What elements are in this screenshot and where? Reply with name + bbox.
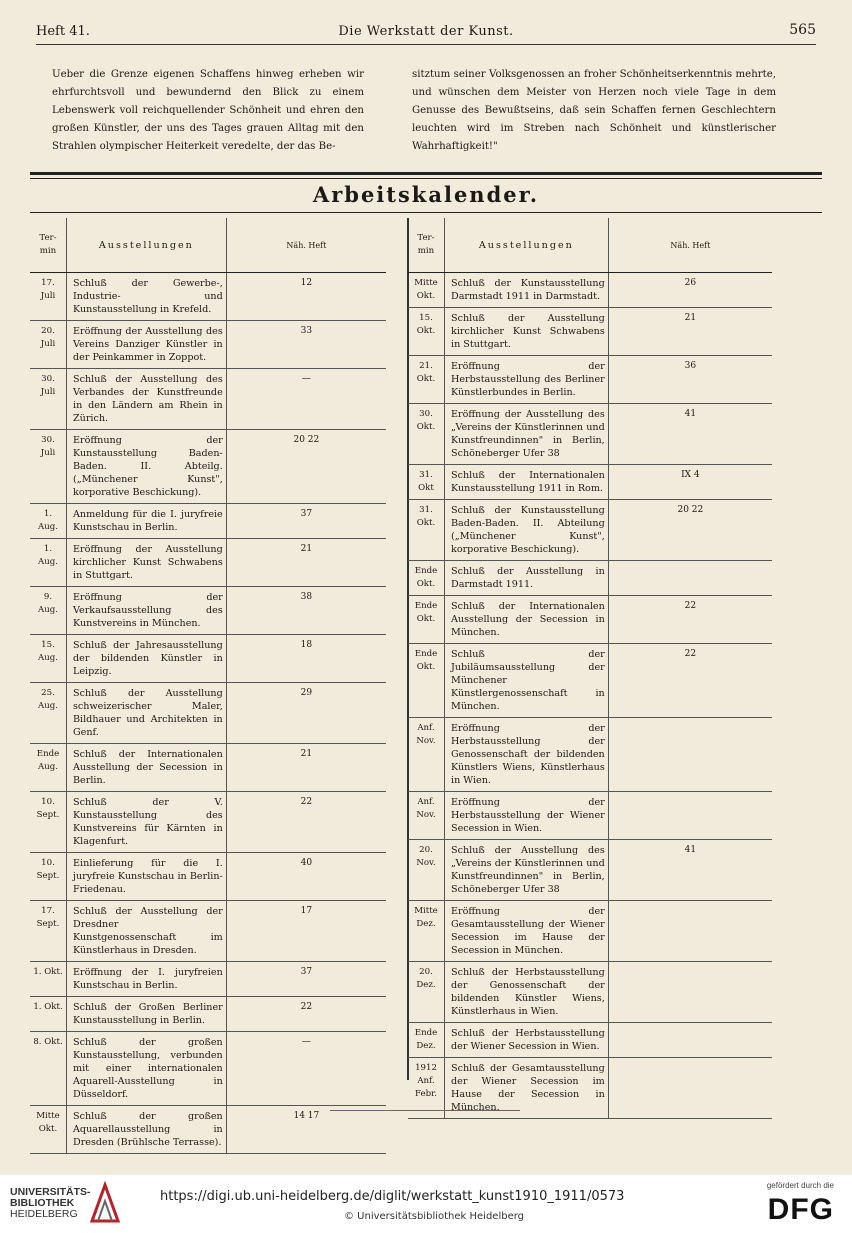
- row-issue-ref: 26: [608, 273, 772, 308]
- row-exhibition-text: Schluß der Jahresausstellung der bildenden Künstler in Leipzig.: [67, 635, 227, 683]
- row-date: 1912 Anf. Febr.: [408, 1058, 445, 1119]
- calendar-row: [408, 273, 772, 308]
- col-header-date: Ter-min: [408, 218, 445, 273]
- row-issue-ref: IX 4: [608, 465, 772, 500]
- row-issue-ref: [608, 792, 772, 840]
- intro-left-column: Ueber die Grenze eigenen Schaffens hinweg erheben wir ehrfurchtsvoll und bewundernd den Blick zu einem Lebenswerk voll reichquellender Schönheit und ehren den großen Künstler, der uns des Tages grauen Alltag mit den Strahlen olympischer Heiterkeit veredelte, der das Be-: [52, 69, 364, 152]
- calendar-row: [408, 644, 772, 718]
- row-issue-ref: 21: [226, 539, 386, 587]
- calendar-row: [30, 744, 386, 792]
- library-name: [10, 1187, 91, 1220]
- row-issue-ref: 22: [226, 997, 386, 1032]
- row-exhibition-text: Eröffnung der Herbstausstellung der Wiener Secession in Wien.: [445, 792, 609, 840]
- row-date: 8. Okt.: [30, 1032, 67, 1106]
- row-exhibition-text: Eröffnung der Gesamtausstellung der Wiener Secession im Hause der Secession in München.: [445, 901, 609, 962]
- row-exhibition-text: Schluß der V. Kunstausstellung des Kunstvereins für Kärnten in Klagenfurt.: [67, 792, 227, 853]
- row-date: Mitte Dez.: [408, 901, 445, 962]
- row-issue-ref: 12: [226, 273, 386, 321]
- row-issue-ref: 22: [608, 596, 772, 644]
- row-issue-ref: 18: [226, 635, 386, 683]
- row-exhibition-text: Einlieferung für die I. juryfreie Kunstschau in Berlin-Friedenau.: [67, 853, 227, 901]
- title-rule: [30, 212, 822, 213]
- row-issue-ref: 14 17: [226, 1106, 386, 1154]
- row-date: 10. Sept.: [30, 853, 67, 901]
- row-exhibition-text: Eröffnung der Verkaufsausstellung des Kunstvereins in München.: [67, 587, 227, 635]
- calendar-row: [30, 369, 386, 430]
- row-issue-ref: 37: [226, 504, 386, 539]
- row-date: Mitte Okt.: [30, 1106, 67, 1154]
- row-date: 30. Juli: [30, 369, 67, 430]
- row-date: Ende Dez.: [408, 1023, 445, 1058]
- row-exhibition-text: Schluß der Internationalen Ausstellung der Secession in Berlin.: [67, 744, 227, 792]
- library-name-line1: UNIVERSITÄTS-: [10, 1186, 91, 1198]
- row-date: 15. Aug.: [30, 635, 67, 683]
- row-issue-ref: 40: [226, 853, 386, 901]
- calendar-row: [30, 430, 386, 504]
- calendar-row: [408, 404, 772, 465]
- row-exhibition-text: Eröffnung der Herbstausstellung des Berliner Künstlerbundes in Berlin.: [445, 356, 609, 404]
- calendar-row: [408, 500, 772, 561]
- row-issue-ref: 22: [226, 792, 386, 853]
- library-name-line2: BIBLIOTHEK: [10, 1197, 75, 1209]
- issue-label: Heft 41.: [36, 24, 90, 39]
- row-date: 1. Aug.: [30, 504, 67, 539]
- calendar-row: [30, 504, 386, 539]
- calendar-row: [30, 1032, 386, 1106]
- calendar-row: [30, 1106, 386, 1154]
- row-exhibition-text: Schluß der Ausstellung in Darmstadt 1911.: [445, 561, 609, 596]
- row-issue-ref: [608, 901, 772, 962]
- row-exhibition-text: Schluß der Gesamtausstellung der Wiener Secession im Hause der Secession in München.: [445, 1058, 609, 1119]
- row-exhibition-text: Eröffnung der Ausstellung des Vereins Danziger Künstler in der Peinkammer in Zoppot.: [67, 321, 227, 369]
- calendar-row: [408, 308, 772, 356]
- row-date: 15. Okt.: [408, 308, 445, 356]
- calendar-row: [408, 596, 772, 644]
- row-issue-ref: [608, 561, 772, 596]
- intro-right-column: sitztum seiner Volksgenossen an froher Schönheitserkenntnis mehrte, und wünschen dem Meister von Herzen noch viele Tage in dem Genusse des Bewußtseins, daß sein Schaffen fernen Geschlechtern leuchten wird im Streben nach Schönheit und künstlerischer Wahrhaftigkeit!": [412, 69, 776, 152]
- row-issue-ref: 37: [226, 962, 386, 997]
- row-issue-ref: 36: [608, 356, 772, 404]
- row-date: Mitte Okt.: [408, 273, 445, 308]
- calendar-row: [30, 853, 386, 901]
- row-issue-ref: 41: [608, 840, 772, 901]
- dfg-logo: DFG: [767, 1193, 834, 1226]
- calendar-row: [30, 587, 386, 635]
- calendar-row: [30, 901, 386, 962]
- row-issue-ref: 38: [226, 587, 386, 635]
- row-date: 31. Okt.: [408, 500, 445, 561]
- row-issue-ref: 21: [608, 308, 772, 356]
- running-header: [36, 20, 816, 44]
- row-exhibition-text: Eröffnung der Kunstausstellung Baden-Baden. II. Abteilg. („Münchener Kunst", korporative Beschickung).: [67, 430, 227, 504]
- row-issue-ref: 22: [608, 644, 772, 718]
- section-divider-thick: [30, 172, 822, 175]
- row-exhibition-text: Schluß der Großen Berliner Kunstausstellung in Berlin.: [67, 997, 227, 1032]
- row-date: 30. Juli: [30, 430, 67, 504]
- row-exhibition-text: Schluß der Ausstellung des „Vereins der Künstlerinnen und Kunstfreundinnen" in Berlin, Schöneberger Ufer 38: [445, 840, 609, 901]
- calendar-table-left: [30, 218, 386, 1154]
- calendar-row: [408, 718, 772, 792]
- col-header-exhibitions: Ausstellungen: [67, 218, 227, 273]
- calendar-row: [408, 356, 772, 404]
- row-exhibition-text: Schluß der Ausstellung des Verbandes der Kunstfreunde in den Ländern am Rhein in Zürich.: [67, 369, 227, 430]
- row-date: 1. Aug.: [30, 539, 67, 587]
- row-issue-ref: —: [226, 369, 386, 430]
- row-date: 30. Okt.: [408, 404, 445, 465]
- row-issue-ref: 41: [608, 404, 772, 465]
- row-exhibition-text: Eröffnung der Herbstausstellung der Genossenschaft der bildenden Künstlers Wiens, Künstlerhaus in Wien.: [445, 718, 609, 792]
- section-divider-thin: [30, 178, 822, 179]
- row-exhibition-text: Schluß der Herbstausstellung der Genossenschaft der bildenden Künstler Wiens, Künstlerhaus in Wien.: [445, 962, 609, 1023]
- calendar-row: [30, 997, 386, 1032]
- row-exhibition-text: Schluß der großen Aquarellausstellung in Dresden (Brühlsche Terrasse).: [67, 1106, 227, 1154]
- row-exhibition-text: Schluß der großen Kunstausstellung, verbunden mit einer internationalen Aquarell-Ausstellung in Düsseldorf.: [67, 1032, 227, 1106]
- row-date: 21. Okt.: [408, 356, 445, 404]
- row-issue-ref: [608, 718, 772, 792]
- row-date: 20. Nov.: [408, 840, 445, 901]
- row-date: 1. Okt.: [30, 997, 67, 1032]
- page-number: 565: [789, 22, 816, 38]
- row-exhibition-text: Anmeldung für die I. juryfreie Kunstschau in Berlin.: [67, 504, 227, 539]
- row-date: Anf. Nov.: [408, 792, 445, 840]
- row-issue-ref: 21: [226, 744, 386, 792]
- calendar-row: [408, 1023, 772, 1058]
- row-issue-ref: [608, 1058, 772, 1119]
- row-issue-ref: 20 22: [226, 430, 386, 504]
- row-exhibition-text: Schluß der Gewerbe-, Industrie- und Kunstausstellung in Krefeld.: [67, 273, 227, 321]
- calendar-row: [408, 465, 772, 500]
- row-exhibition-text: Eröffnung der I. juryfreien Kunstschau in Berlin.: [67, 962, 227, 997]
- row-exhibition-text: Schluß der Internationalen Ausstellung der Secession in München.: [445, 596, 609, 644]
- row-date: 20. Dez.: [408, 962, 445, 1023]
- calendar-row: [30, 635, 386, 683]
- closing-rule: [330, 1110, 520, 1111]
- row-issue-ref: [608, 962, 772, 1023]
- running-title: Die Werkstatt der Kunst.: [338, 24, 514, 39]
- calendar-row: [408, 792, 772, 840]
- row-exhibition-text: Schluß der Kunstausstellung Baden-Baden. II. Abteilung („Münchener Kunst", korporative Beschickung).: [445, 500, 609, 561]
- permalink-url[interactable]: https://digi.ub.uni-heidelberg.de/diglit/werkstatt_kunst1910_1911/0573: [160, 1189, 625, 1204]
- row-date: 20. Juli: [30, 321, 67, 369]
- calendar-row: [30, 962, 386, 997]
- row-issue-ref: 33: [226, 321, 386, 369]
- row-exhibition-text: Eröffnung der Ausstellung des „Vereins der Künstlerinnen und Kunstfreundinnen" in Berlin, Schöneberger Ufer 38: [445, 404, 609, 465]
- row-issue-ref: —: [226, 1032, 386, 1106]
- row-date: 17. Sept.: [30, 901, 67, 962]
- col-header-date: Ter-min: [30, 218, 67, 273]
- row-issue-ref: 29: [226, 683, 386, 744]
- col-header-issue: Näh. Heft: [608, 218, 772, 273]
- row-date: 25. Aug.: [30, 683, 67, 744]
- calendar-row: [408, 962, 772, 1023]
- row-issue-ref: [608, 1023, 772, 1058]
- library-name-line3: HEIDELBERG: [10, 1208, 78, 1220]
- row-exhibition-text: Schluß der Jubiläumsausstellung der Münchener Künstlergenossenschaft in München.: [445, 644, 609, 718]
- row-exhibition-text: Eröffnung der Ausstellung kirchlicher Kunst Schwabens in Stuttgart.: [67, 539, 227, 587]
- copyright-notice: © Universitätsbibliothek Heidelberg: [344, 1211, 525, 1222]
- row-exhibition-text: Schluß der Kunstausstellung Darmstadt 1911 in Darmstadt.: [445, 273, 609, 308]
- row-exhibition-text: Schluß der Internationalen Kunstausstellung 1911 in Rom.: [445, 465, 609, 500]
- col-header-issue: Näh. Heft: [226, 218, 386, 273]
- col-header-exhibitions: Ausstellungen: [445, 218, 609, 273]
- footer-bar: [0, 1175, 852, 1233]
- calendar-row: [408, 561, 772, 596]
- row-date: Anf. Nov.: [408, 718, 445, 792]
- row-date: 1. Okt.: [30, 962, 67, 997]
- calendar-row: [30, 792, 386, 853]
- calendar-row: [408, 901, 772, 962]
- row-date: 31. Okt: [408, 465, 445, 500]
- funder-note: gefördert durch die: [766, 1181, 834, 1190]
- row-date: 9. Aug.: [30, 587, 67, 635]
- calendar-row: [30, 321, 386, 369]
- row-exhibition-text: Schluß der Ausstellung schweizerischer Maler, Bildhauer und Architekten in Genf.: [67, 683, 227, 744]
- row-date: 10. Sept.: [30, 792, 67, 853]
- calendar-row: [408, 840, 772, 901]
- row-issue-ref: 17: [226, 901, 386, 962]
- row-exhibition-text: Schluß der Ausstellung kirchlicher Kunst Schwabens in Stuttgart.: [445, 308, 609, 356]
- library-logo-icon: [88, 1181, 122, 1225]
- row-exhibition-text: Schluß der Ausstellung der Dresdner Kunstgenossenschaft im Künstlerhaus in Dresden.: [67, 901, 227, 962]
- row-date: Ende Aug.: [30, 744, 67, 792]
- row-date: Ende Okt.: [408, 561, 445, 596]
- header-rule: [36, 44, 816, 45]
- calendar-title: Arbeitskalender.: [312, 182, 540, 207]
- row-exhibition-text: Schluß der Herbstausstellung der Wiener Secession in Wien.: [445, 1023, 609, 1058]
- row-issue-ref: 20 22: [608, 500, 772, 561]
- calendar-table-right: [408, 218, 772, 1119]
- row-date: Ende Okt.: [408, 596, 445, 644]
- calendar-row: [30, 273, 386, 321]
- row-date: Ende Okt.: [408, 644, 445, 718]
- calendar-row: [30, 683, 386, 744]
- calendar-row: [30, 539, 386, 587]
- row-date: 17. Juli: [30, 273, 67, 321]
